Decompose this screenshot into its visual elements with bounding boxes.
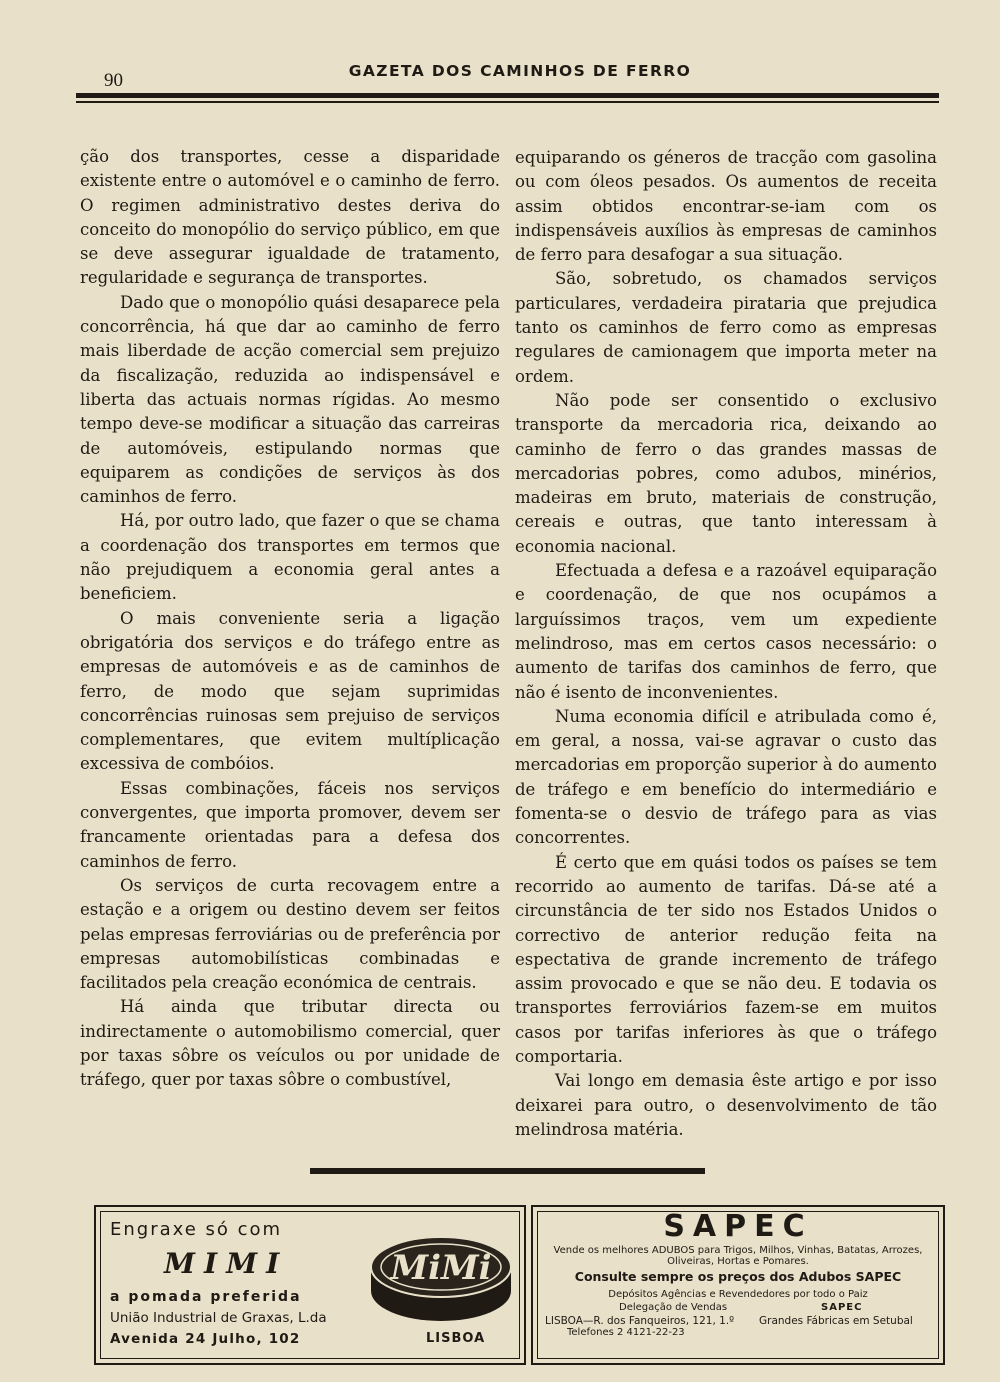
ad-city: LISBOA [426, 1331, 486, 1346]
header-rule-thin [76, 101, 939, 103]
ad-company: União Industrial de Graxas, L.da [110, 1310, 327, 1326]
paragraph: Vai longo em demasia êste artigo e por isso deixarei para outro, o desenvolvimento de tão melindrosa matéria. [515, 1071, 937, 1139]
paragraph: O mais conveniente seria a ligação obrigatória dos serviços e do tráfego entre as empresas de automóveis e as de caminhos de ferro, de modo que sejam suprimidas concorrências ruinosas sem prejuiso de serviços complementares, que evitem multíplicação excessiva de combóios. [80, 608, 500, 774]
paragraph: Numa economia difícil e atribulada como é, em geral, a nossa, vai-se agravar o custo das mercadorias em proporção superior à do aumento de tráfego e em benefício do intermediário e fomenta-se o desvio de tráfego para as vias concorrentes. [515, 706, 937, 848]
polish-tin-logo [368, 1227, 514, 1325]
ad-agencies: Depósitos Agências e Revendedores por todo o Paiz [608, 1289, 868, 1300]
paragraph: equiparando os géneros de tracção com gasolina ou com óleos pesados. Os aumentos de receita assim obtidos encontrar-se-iam com os indispensáveis auxílios às empresas de caminhos de ferro para desafogar a sua situação. [515, 148, 937, 265]
paragraph: Há, por outro lado, que fazer o que se chama a coordenação dos transportes em termos que não prejudiquem a economia geral antes a beneficiem. [80, 511, 500, 604]
page-number: 90 [104, 70, 123, 91]
sapec-advertisement [531, 1205, 945, 1365]
ad-brand: MIMI [164, 1247, 289, 1280]
paragraph: São, sobretudo, os chamados serviços particulares, verdadeira pirataria que prejudica tanto os caminhos de ferro como as empresas regulares de camionagem que importa meter na ordem. [515, 269, 937, 386]
right-column [515, 146, 937, 1142]
paragraph: Os serviços de curta recovagem entre a estação e a origem ou destino devem ser feitos pelas empresas ferroviárias ou de preferência por empresas automobilísticas combinadas e facilitados pela creação económica de centrais. [80, 875, 500, 993]
ad-delegation: Delegação de Vendas [619, 1302, 728, 1313]
paragraph: Há ainda que tributar directa ou indirectamente o automobilismo comercial, quer por taxas sôbre os veículos ou por unidade de tráfego, quer por taxas sôbre o combustível, [80, 997, 500, 1090]
running-head: GAZETA DOS CAMINHOS DE FERRO [348, 62, 692, 80]
section-divider [310, 1168, 705, 1174]
ad-address: Avenida 24 Julho, 102 [110, 1331, 301, 1347]
ad-consult-line: Consulte sempre os preços dos Adubos SAPEC [574, 1269, 902, 1284]
left-column [80, 145, 500, 1093]
ad-slogan: Engraxe só com [110, 1219, 283, 1240]
ad-factories: Grandes Fábricas em Setubal [759, 1315, 913, 1327]
paragraph: É certo que em quási todos os países se tem recorrido ao aumento de tarifas. Dá-se até a circunstância de ter sido nos Estados Unidos o correctivo de anterior redução feita na espectativa de grande incremento de tráfego assim provocado e que se não deu. E todavia os transportes ferroviários fazem-se em muitos casos por tarifas inferiores às que o tráfego comportaria. [515, 852, 937, 1066]
paragraph: Efectuada a defesa e a razoável equiparação e coordenação, de que nos ocupámos a larguíssimos traços, vem um expediente melindroso, mas em certos casos necessário: o aumento de tarifas dos caminhos de ferro, que não é isento de inconvenientes. [515, 561, 937, 702]
ad-tagline: a pomada preferida [110, 1289, 302, 1305]
paragraph: Não pode ser consentido o exclusivo transporte da mercadoria rica, deixando ao caminho de ferro o das grandes massas de mercadorias pobres, como adubos, minérios, madeiras em bruto, materiais de construção, cereais e outras, que tanto interessam à economia nacional. [515, 390, 937, 556]
ad-address: LISBOA—R. dos Fanqueiros, 121, 1.º [545, 1315, 735, 1327]
ad-brand-small: SAPEC [821, 1302, 863, 1313]
paragraph: ção dos transportes, cesse a disparidade existente entre o automóvel e o caminho de ferro. O regimen administrativo destes deriva do conceito do monopólio do serviço público, em que se deve assegurar igualdade de tratamento, regularidade e segurança de transportes. [80, 147, 500, 288]
ad-description: Vende os melhores ADUBOS para Trigos, Milhos, Vinhas, Batatas, Arrozes, Oliveiras, Hortas e Pomares. [553, 1245, 923, 1267]
ad-phones: Telefones 2 4121-22-23 [567, 1327, 685, 1338]
header-rule [76, 93, 939, 98]
paragraph: Dado que o monopólio quási desaparece pela concorrência, há que dar ao caminho de ferro mais liberdade de acção comercial sem prejuizo da fiscalização, reduzida ao indispensável e liberta das actuais normas rígidas. Ao mesmo tempo deve-se modificar a situação das carreiras de automóveis, estipulando normas que equiparem as condições de serviços às dos caminhos de ferro. [80, 292, 500, 507]
paragraph: Essas combinações, fáceis nos serviços convergentes, que importa promover, devem ser francamente orientadas para a defesa dos caminhos de ferro. [80, 778, 500, 871]
tin-label: MiMi [390, 1248, 492, 1288]
ad-brand: SAPEC [663, 1209, 813, 1244]
mimi-advertisement [94, 1205, 526, 1365]
